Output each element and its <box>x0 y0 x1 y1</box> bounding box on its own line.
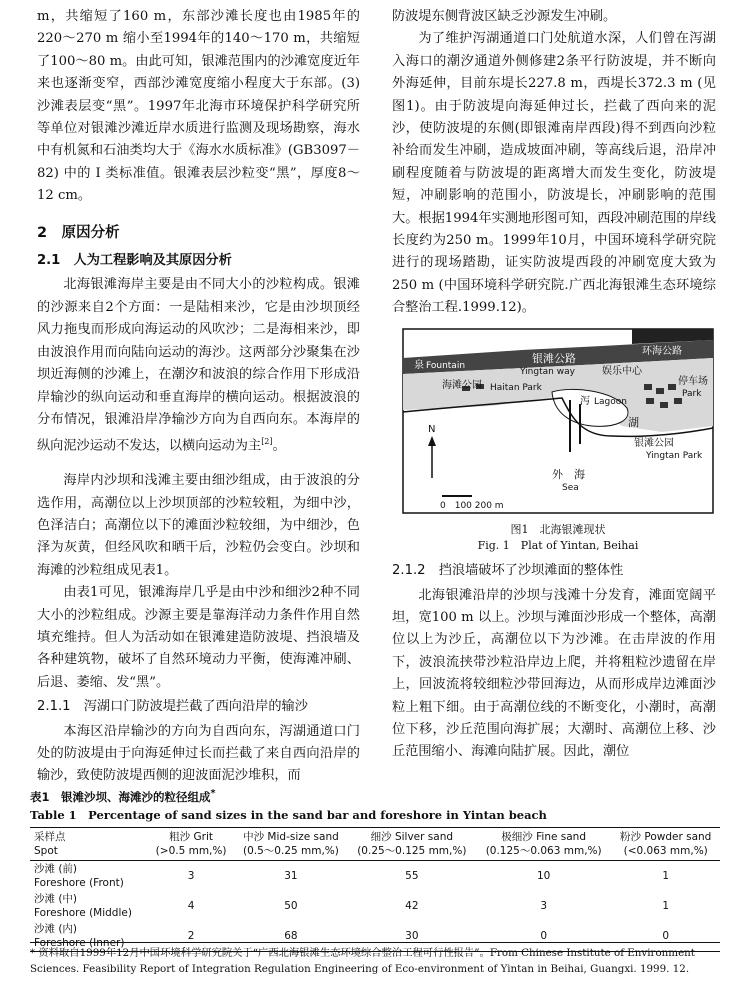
paragraph: 海岸内沙坝和浅滩主要由细沙组成，由于波浪的分选作用，高潮位以上沙坝顶部的沙粒较粗，为细中沙，色泽洁白；高潮位以下的滩面沙粒较细，为中细沙，色泽为灰黄，但经风吹和晒干后，沙粒仍会变白。沙坝和海滩的沙粒组成见表1。 <box>37 473 360 578</box>
map-label-yintan-park-en: Yingtan Park <box>646 450 703 461</box>
paragraph: 北海银滩沿岸的沙坝与浅滩十分发育，滩面宽阔平坦，宽100 m 以上。沙坝与滩面沙形成一个整体，高潮位以上为沙丘，高潮位以下为沙滩。在击岸波的作用下，波浪流挟带沙粒沿岸边上爬，并将粗粒沙遗留在岸上，回波流将较细粒沙带回海边，从而形成岸边滩面沙粒上粗下细。由于高潮位线的不断变化，小潮时，高潮位下移，沙丘范围向海扩展；大潮时、高潮位上移、沙丘范围缩小、海滩向陆扩展。因此，潮位 <box>392 587 716 760</box>
map-label-lagoon-en: Lagoon <box>594 396 627 407</box>
table-caption-en: Table 1 Percentage of sand sizes in the sand bar and foreshore in Yintan beach <box>30 807 547 822</box>
paragraph: 为了维护泻湖通道口门处航道水深，人们曾在泻湖入海口的潮汐通道外侧修建2条平行防波堤，并不断向外海延伸，目前东堤长227.8 m，西堤长372.3 m (见图1)。由于防波堤向海延伸过长，拦截了西向来的泥沙，使防波堤的东侧(即银滩南岸西段)得不到西向沙粒补给而发生冲刷，造成坡面冲刷，等高线后退，沿岸冲刷程度随着与防波堤的距离增大而发生变化，防波堤短，冲刷影响的范围小，防波堤长，冲刷影响的范围大。根据1994年实测地形图可知，西段冲刷范围的岸线长度约为250 m。1999年10月，中国环境科学研究院进行的现场踏勘，证实防波堤西段的冲刷宽度大致为250 m (中国环境科学研究院.广西北海银滩生态环境综合整治工程.1999.12)。 <box>392 31 716 316</box>
map-label-lagoon-cn: 泻 <box>580 395 590 407</box>
table-cell: 0 <box>662 929 670 942</box>
paragraph: 由表1可见，银滩海岸几乎是由中沙和细沙2种不同大小的沙粒组成。沙源主要是靠海洋动力条件作用自然填充维持。但人为活动如在银滩建造防波堤、挡浪墙及各种建筑物，破坏了自然环境动力平衡，使海滩冲刷、后退、萎缩、发“黑”。 <box>37 585 360 690</box>
figure-caption-cn: 图1 北海银滩现状 <box>510 523 606 537</box>
paragraph-text: 北海银滩海岸主要是由不同大小的沙粒构成。银滩的沙源来自2个方面：一是陆相来沙，它是由沙坝顶经风力拖曳而形成向海运动的风吹沙；二是海相来沙，即由波浪作用而向陆向运动的海沙。这两部分沙聚集在沙坝近海侧的沙滩上，在潮汐和波浪的综合作用下形成沿岸输沙的纵向运动和垂直海岸的横向运动。根据波浪的分布情况，银滩沿岸净输沙方向为自西向东。本海岸的纵向泥沙运动不发达，以横向运动为主 <box>37 277 360 454</box>
section-heading: 2 原因分析 <box>37 224 120 241</box>
table-cell: 3 <box>540 899 547 912</box>
table-cell: 1 <box>662 869 670 882</box>
map-label-fountain-cn: 泉 <box>414 359 424 371</box>
table-cell: 0 <box>540 929 547 942</box>
table-header-row <box>30 827 720 860</box>
table-cell-spot: 沙滩 (中) Foreshore (Middle) <box>34 892 132 919</box>
map-label-haitan-cn: 海滩公园 <box>442 379 482 391</box>
table-caption-mark: * <box>210 788 216 799</box>
sand-size-table <box>30 827 720 952</box>
map-label-entertain: 娱乐中心 <box>602 365 642 377</box>
paragraph-end: 。 <box>272 438 286 454</box>
right-column <box>392 6 716 764</box>
table-header: 粉沙 Powder sand (<0.063 mm,%) <box>620 830 712 857</box>
table-1 <box>30 788 720 952</box>
map-scale-label: 0 100 200 m <box>440 500 504 511</box>
table-cell: 55 <box>405 869 419 882</box>
paragraph: 本海区沿岸输沙的方向为自西向东，泻湖通道口门处的防波堤由于向海延伸过长而拦截了来自西向沿岸的输沙，致使防波堤西侧的迎波面泥沙堆积，而 <box>37 723 360 784</box>
table-cell-spot: 沙滩 (内) Foreshore (Inner) <box>34 922 125 949</box>
table-cell: 3 <box>187 869 195 882</box>
map-label-sea-cn: 外 海 <box>552 467 585 481</box>
map-label-yintan-park-cn: 银滩公园 <box>634 437 674 449</box>
map-label-road-cn: 银滩公路 <box>532 351 576 365</box>
subsubsection-heading: 2.1.2 挡浪墙破坏了沙坝滩面的整体性 <box>392 563 624 579</box>
figure-1 <box>402 328 714 554</box>
table-cell: 1 <box>662 899 670 912</box>
map-label-lake: 湖 <box>628 415 639 429</box>
subsubsection-heading: 2.1.1 泻湖口门防波堤拦截了西向沿岸的输沙 <box>37 699 308 715</box>
table-cell: 42 <box>405 899 419 912</box>
table-row <box>30 891 720 921</box>
table-header: 粗沙 Grit (>0.5 mm,%) <box>155 830 227 857</box>
map-label-sea-en: Sea <box>562 482 579 493</box>
table-header: 细沙 Silver sand (0.25～0.125 mm,%) <box>357 830 467 857</box>
figure-caption-en: Fig. 1 Plat of Yintan, Beihai <box>477 539 639 553</box>
map-label-parking-en: Park <box>682 388 702 399</box>
table-header: 中沙 Mid-size sand (0.5～0.25 mm,%) <box>243 830 339 857</box>
table-header: 极细沙 Fine sand (0.125～0.063 mm,%) <box>485 830 602 857</box>
table-cell: 50 <box>284 899 298 912</box>
table-caption-cn-text: 表1 银滩沙坝、海滩沙的粒径组成 <box>30 789 211 804</box>
table-cell: 2 <box>187 929 195 942</box>
map-label-north: N <box>428 423 436 435</box>
table-header: 采样点 Spot <box>34 830 66 857</box>
table-cell: 30 <box>405 929 419 942</box>
paragraph-continued: 防波堤东侧背波区缺乏沙源发生冲刷。 <box>392 9 617 24</box>
map-label-fountain-en: Fountain <box>426 360 466 371</box>
subsection-heading: 2.1 人为工程影响及其原因分析 <box>37 253 232 269</box>
map-label-road-en: Yingtan way <box>520 366 575 377</box>
table-cell: 4 <box>187 899 195 912</box>
paragraph-continued: m，共缩短了160 m，东部沙滩长度也由1985年的220～270 m 缩小至1994年的140～170 m，共缩短了100～80 m。由此可知，银滩范围内的沙滩宽度近年来也逐渐变窄，西部沙滩宽度缩小程度大于东部。(3) 沙滩表层变“黑”。1997年北海市环境保护科学研究所等单位对银滩沙滩近岸水质进行监测及现场勘察，海水中有机氮和石油类均大于《海水水质标准》(GB3097－82) 中的 I 类标准值。银滩表层沙粒变“黑”，厚度8～12 cm。 <box>37 9 360 204</box>
yintan-map <box>402 328 714 514</box>
map-label-ring-road: 环海公路 <box>642 345 682 357</box>
paragraph <box>37 274 360 458</box>
table-cell: 10 <box>536 869 551 882</box>
table-cell-spot: 沙滩 (前) Foreshore (Front) <box>34 862 124 889</box>
footnote: * 资料取自1999年12月中国环境科学研究院关于“广西北海银滩生态环境综合整治工程可行性报告”。From Chinese Institute of Environment Sciences. Feasibility Report of Integration Regulation Engineering of Eco-environment of Yintan in Beihai, Guangxi. 1999. 12. <box>30 942 720 977</box>
left-column <box>37 6 360 788</box>
table-cell: 31 <box>284 869 298 882</box>
map-label-haitan-en: Haitan Park <box>490 382 542 393</box>
table-caption-cn <box>30 788 720 805</box>
map-label-parking-cn: 停车场 <box>678 375 708 387</box>
citation-ref: [2] <box>261 437 273 447</box>
table-cell: 68 <box>284 929 298 942</box>
table-row <box>30 860 720 891</box>
